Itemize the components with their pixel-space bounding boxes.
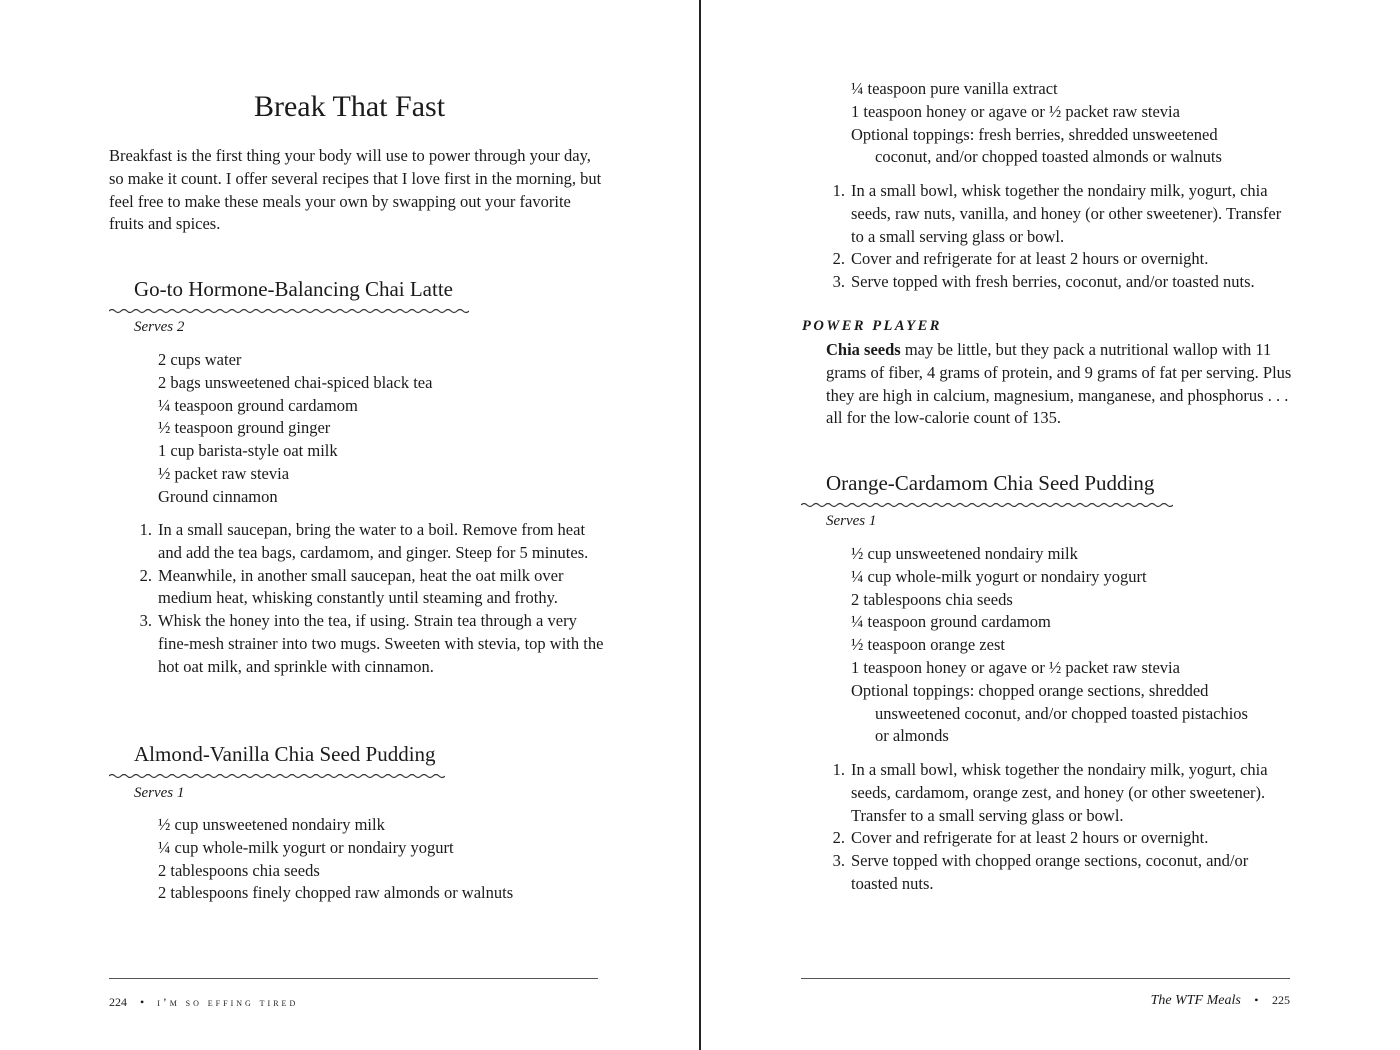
ingredient: 1 cup barista-style oat milk xyxy=(158,441,338,461)
wavy-rule xyxy=(801,501,1173,509)
serves-label: Serves 2 xyxy=(134,319,185,335)
steps-list xyxy=(134,519,604,679)
ingredient-list-continued xyxy=(851,78,1222,169)
step: 3. Whisk the honey into the tea, if using. Strain tea through a very fine-mesh strainer into two mugs. Sweeten with stevia, top with the hot oat milk, and sprinkle with cinnamon. xyxy=(139,611,604,676)
steps-list xyxy=(827,180,1297,294)
ingredient: ¼ teaspoon ground cardamom xyxy=(158,395,358,415)
step: 3. Serve topped with chopped orange sections, coconut, and/or toasted nuts. xyxy=(832,851,1249,893)
bullet: • xyxy=(1254,993,1259,1007)
power-player-text: Chia seeds may be little, but they pack a nutritional wallop with 11 grams of fiber, 4 grams of protein, and 9 grams of fat per serving. Plus they are high in calcium, magnesium, manganese, and phosphorus . . . all for the low-calorie count of 135. xyxy=(826,340,1292,428)
step: 1. In a small saucepan, bring the water to a boil. Remove from heat and add the tea bags, cardamom, and ginger. Steep for 5 minutes. xyxy=(139,520,589,562)
ingredient: ¼ cup whole-milk yogurt or nondairy yogurt xyxy=(158,837,454,857)
footer-rule xyxy=(801,978,1290,979)
running-head: i’m so effing tired xyxy=(157,997,299,1009)
ingredient: ¼ teaspoon pure vanilla extract xyxy=(851,79,1058,98)
recipe-title-almond-vanilla: Almond-Vanilla Chia Seed Pudding xyxy=(134,742,436,766)
ingredient: ½ teaspoon ground ginger xyxy=(158,418,331,438)
recipe-title-orange-cardamom: Orange-Cardamom Chia Seed Pudding xyxy=(826,471,1155,495)
serves-label: Serves 1 xyxy=(826,513,877,529)
ingredient: 2 bags unsweetened chai-spiced black tea xyxy=(158,372,433,392)
step: 3. Serve topped with fresh berries, coconut, and/or toasted nuts. xyxy=(832,272,1255,292)
ingredient-list xyxy=(158,814,513,905)
ingredient: ½ packet raw stevia xyxy=(158,463,290,483)
footer xyxy=(109,995,298,1010)
steps-list xyxy=(827,759,1297,896)
section-title: The WTF Meals xyxy=(1150,993,1241,1008)
ingredient-list xyxy=(158,349,432,509)
ingredient: ¼ cup whole-milk yogurt or nondairy yogurt xyxy=(851,566,1147,586)
step: 1. In a small bowl, whisk together the nondairy milk, yogurt, chia seeds, cardamom, orange zest, and honey (or other sweetener). Transfer to a small serving glass or bowl. xyxy=(832,760,1268,825)
page-number: 225 xyxy=(1272,993,1290,1007)
recipe-title-chai-latte: Go-to Hormone-Balancing Chai Latte xyxy=(134,277,453,301)
serves-label: Serves 1 xyxy=(134,785,185,801)
right-page xyxy=(701,0,1400,1050)
ingredient: ½ cup unsweetened nondairy milk xyxy=(851,544,1078,563)
ingredient-list xyxy=(851,543,1248,748)
ingredient: 2 tablespoons chia seeds xyxy=(851,589,1013,609)
chapter-title: Break That Fast xyxy=(253,90,446,123)
ingredient: 1 teaspoon honey or agave or ½ packet raw stevia xyxy=(851,657,1180,677)
footer xyxy=(1151,993,1290,1009)
ingredient: 2 tablespoons chia seeds xyxy=(158,860,320,880)
page-number: 224 xyxy=(109,995,127,1009)
bullet: • xyxy=(140,995,145,1009)
ingredient: 2 cups water xyxy=(158,350,242,369)
ingredient: ¼ teaspoon ground cardamom xyxy=(851,612,1051,632)
ingredient: Optional toppings: fresh berries, shredded unsweetened xyxy=(851,124,1218,144)
wavy-rule xyxy=(109,307,469,315)
ingredient: 2 tablespoons finely chopped raw almonds or walnuts xyxy=(158,883,514,903)
left-page xyxy=(0,0,699,1050)
power-player-label: POWER PLAYER xyxy=(802,318,942,334)
step: 1. In a small bowl, whisk together the nondairy milk, yogurt, chia seeds, raw nuts, vanilla, and honey (or other sweetener). Transfer to a small serving glass or bowl. xyxy=(832,181,1282,246)
step: 2. Cover and refrigerate for at least 2 hours or overnight. xyxy=(832,828,1209,848)
ingredient: 1 teaspoon honey or agave or ½ packet raw stevia xyxy=(851,101,1180,121)
ingredient: or almonds xyxy=(875,726,949,746)
ingredient: ½ teaspoon orange zest xyxy=(851,635,1005,655)
ingredient: Ground cinnamon xyxy=(158,486,278,506)
step: 2. Cover and refrigerate for at least 2 hours or overnight. xyxy=(832,249,1209,269)
wavy-rule xyxy=(109,772,445,780)
ingredient: unsweetened coconut, and/or chopped toasted pistachios xyxy=(875,703,1248,723)
step: 2. Meanwhile, in another small saucepan, heat the oat milk over medium heat, whisking constantly until steaming and frothy. xyxy=(139,565,564,608)
ingredient: ½ cup unsweetened nondairy milk xyxy=(158,815,385,834)
footer-rule xyxy=(109,978,598,979)
ingredient: Optional toppings: chopped orange sections, shredded xyxy=(851,680,1209,700)
intro-paragraph: Breakfast is the first thing your body will use to power through your day, so make it count. I offer several recipes that I love first in the morning, but feel free to make these meals your own by swapping out your favorite fruits and spices. xyxy=(109,146,602,234)
ingredient: coconut, and/or chopped toasted almonds or walnuts xyxy=(875,147,1222,167)
